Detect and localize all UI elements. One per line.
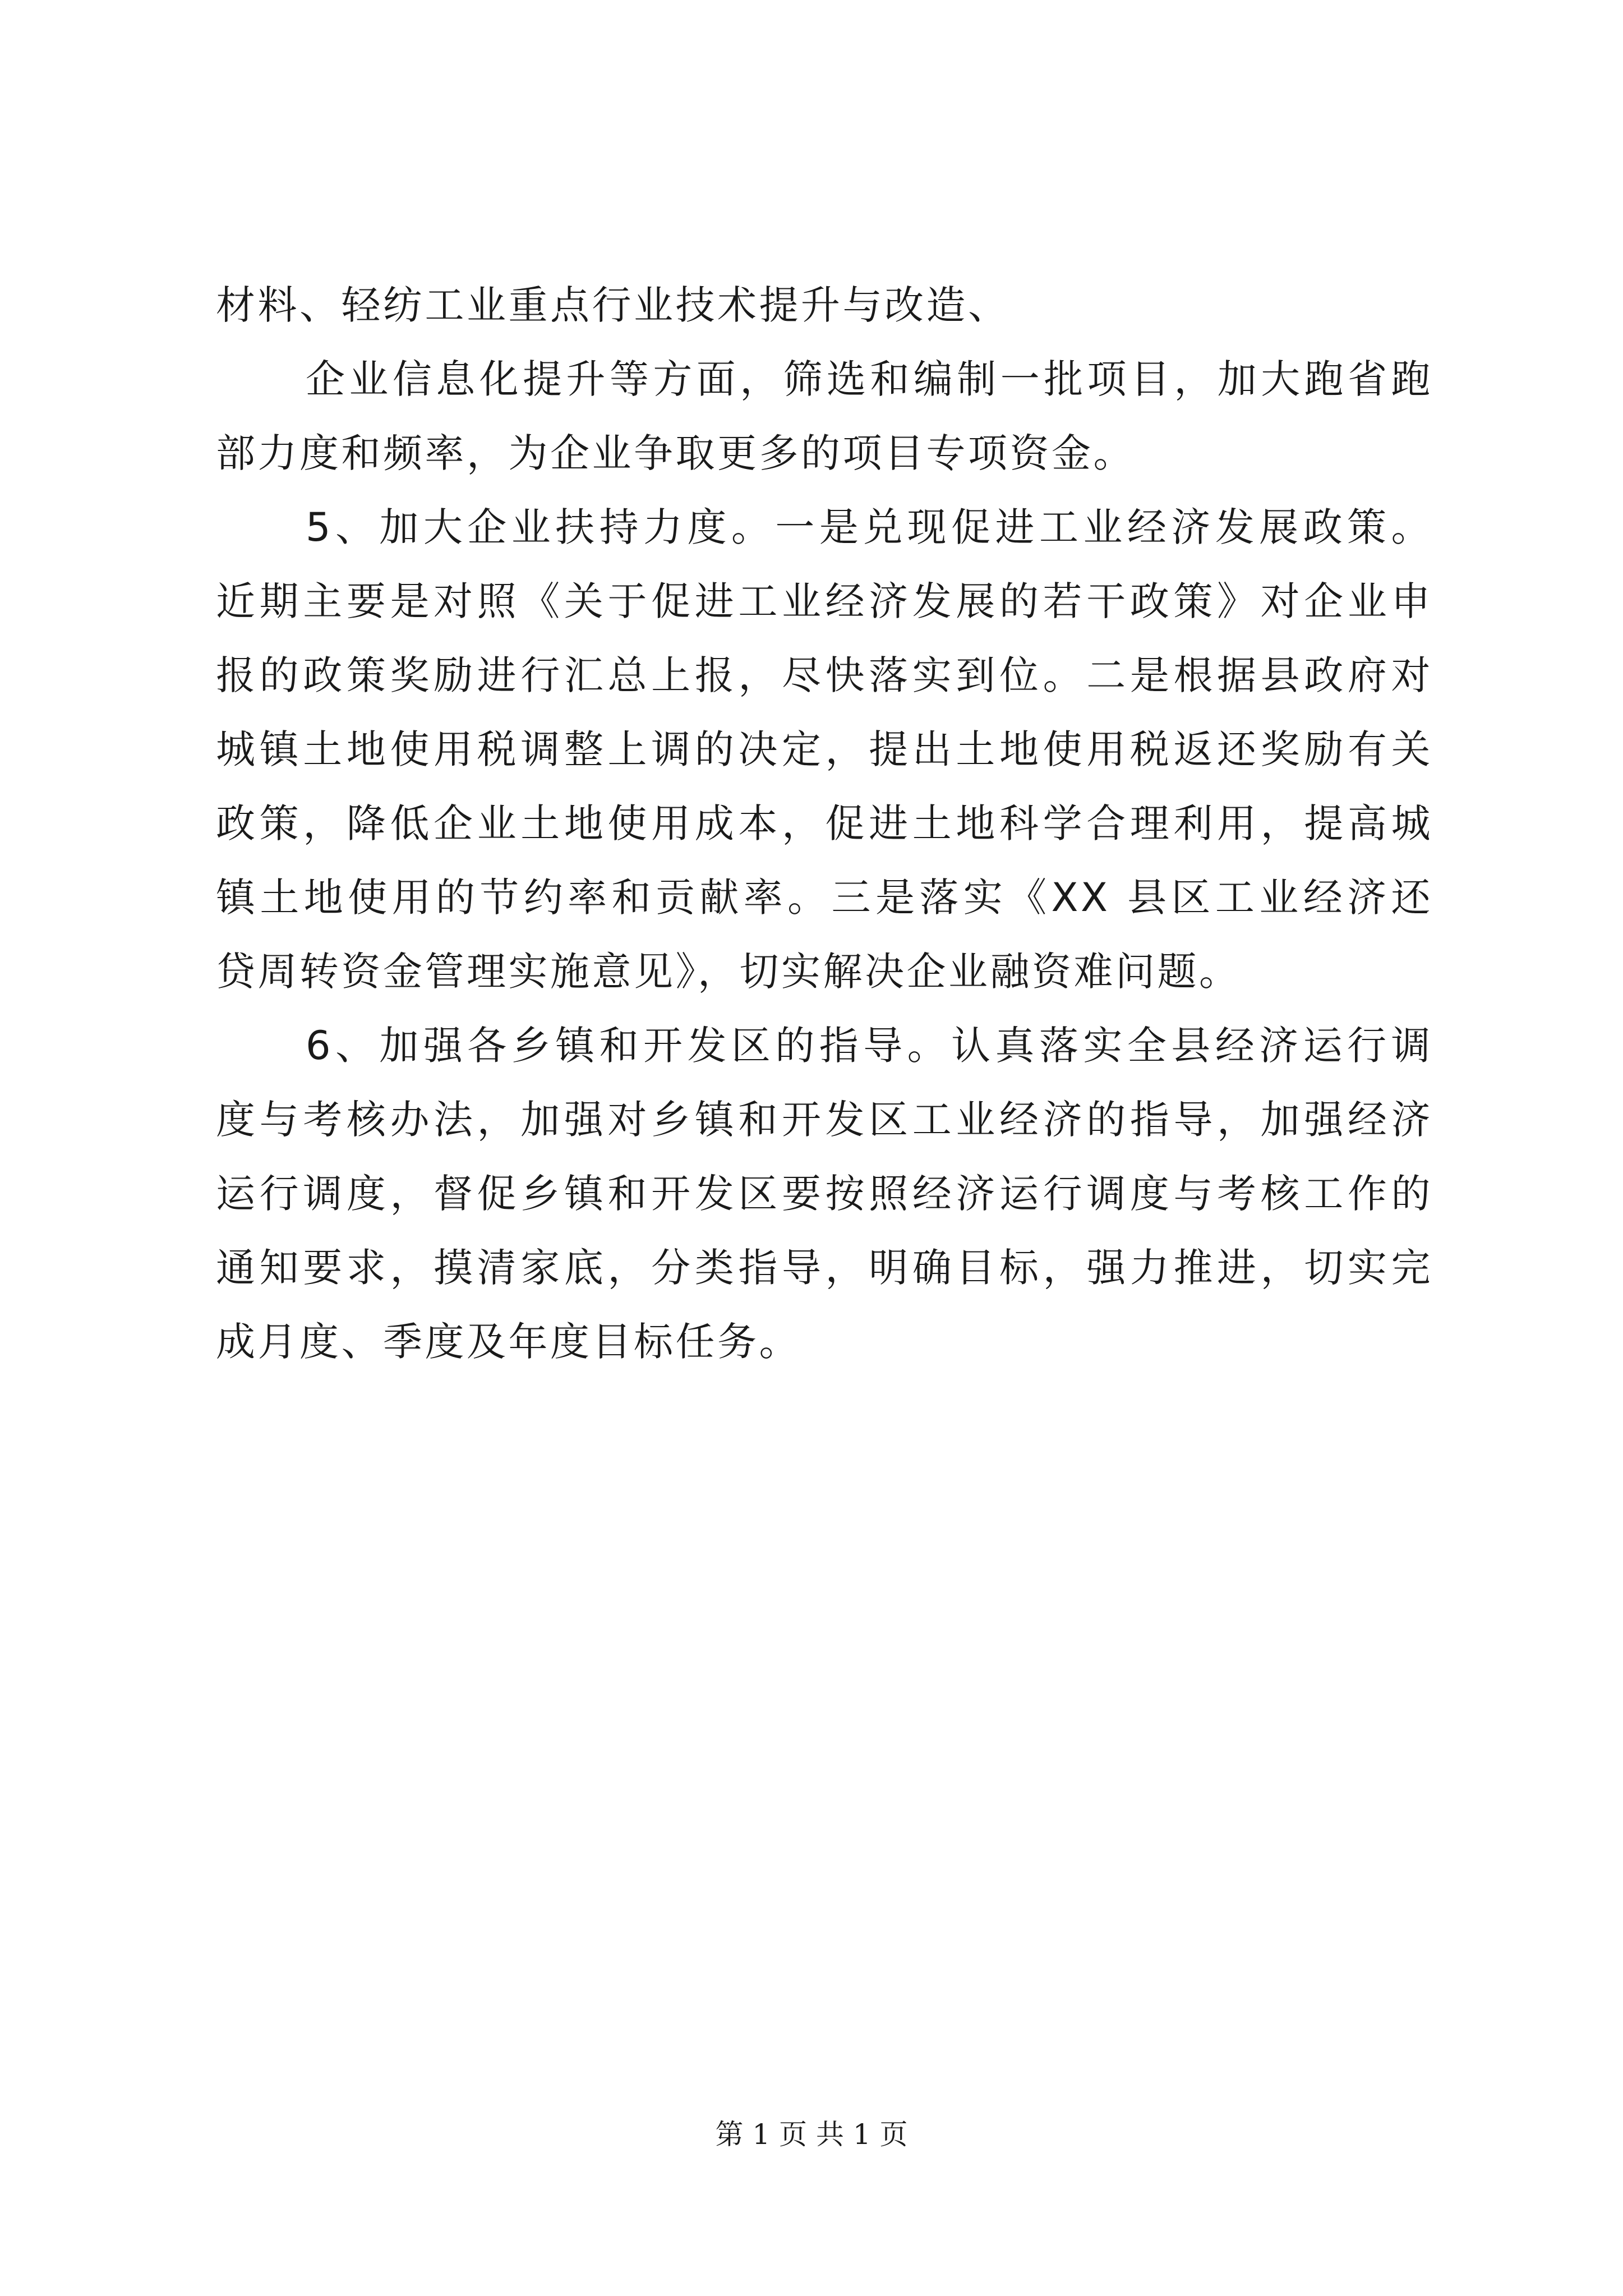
- text-line: 6、加强各乡镇和开发区的指导。认真落实全县经济运行调: [306, 1023, 1433, 1069]
- text-line: 5、加大企业扶持力度。一是兑现促进工业经济发展政策。: [306, 504, 1433, 550]
- text-line: 城镇土地使用税调整上调的决定，提出土地使用税返还奖励有关: [216, 726, 1433, 772]
- text-line: 通知要求，摸清家底，分类指导，明确目标，强力推进，切实完: [216, 1245, 1433, 1291]
- text-line: 成月度、季度及年度目标任务。: [216, 1319, 801, 1365]
- text-line: 度与考核办法，加强对乡镇和开发区工业经济的指导，加强经济: [216, 1097, 1433, 1143]
- text-line: 报的政策奖励进行汇总上报，尽快落实到位。二是根据县政府对: [216, 652, 1433, 698]
- text-line: 部力度和频率，为企业争取更多的项目专项资金。: [216, 430, 1135, 476]
- text-line: 贷周转资金管理实施意见》，切实解决企业融资难问题。: [216, 949, 1241, 995]
- text-line: 政策，降低企业土地使用成本，促进土地科学合理利用，提高城: [216, 800, 1433, 846]
- text-line: 镇土地使用的节约率和贡献率。三是落实《XX 县区工业经济还: [216, 875, 1433, 921]
- text-line: 材料、轻纺工业重点行业技术提升与改造、: [216, 282, 1010, 328]
- page-footer: 第 1 页 共 1 页: [715, 2118, 908, 2151]
- text-line: 运行调度，督促乡镇和开发区要按照经济运行调度与考核工作的: [216, 1171, 1433, 1217]
- text-line: 近期主要是对照《关于促进工业经济发展的若干政策》对企业申: [216, 578, 1433, 624]
- text-line: 企业信息化提升等方面，筛选和编制一批项目，加大跑省跑: [306, 356, 1433, 402]
- document-body: [216, 268, 1433, 1379]
